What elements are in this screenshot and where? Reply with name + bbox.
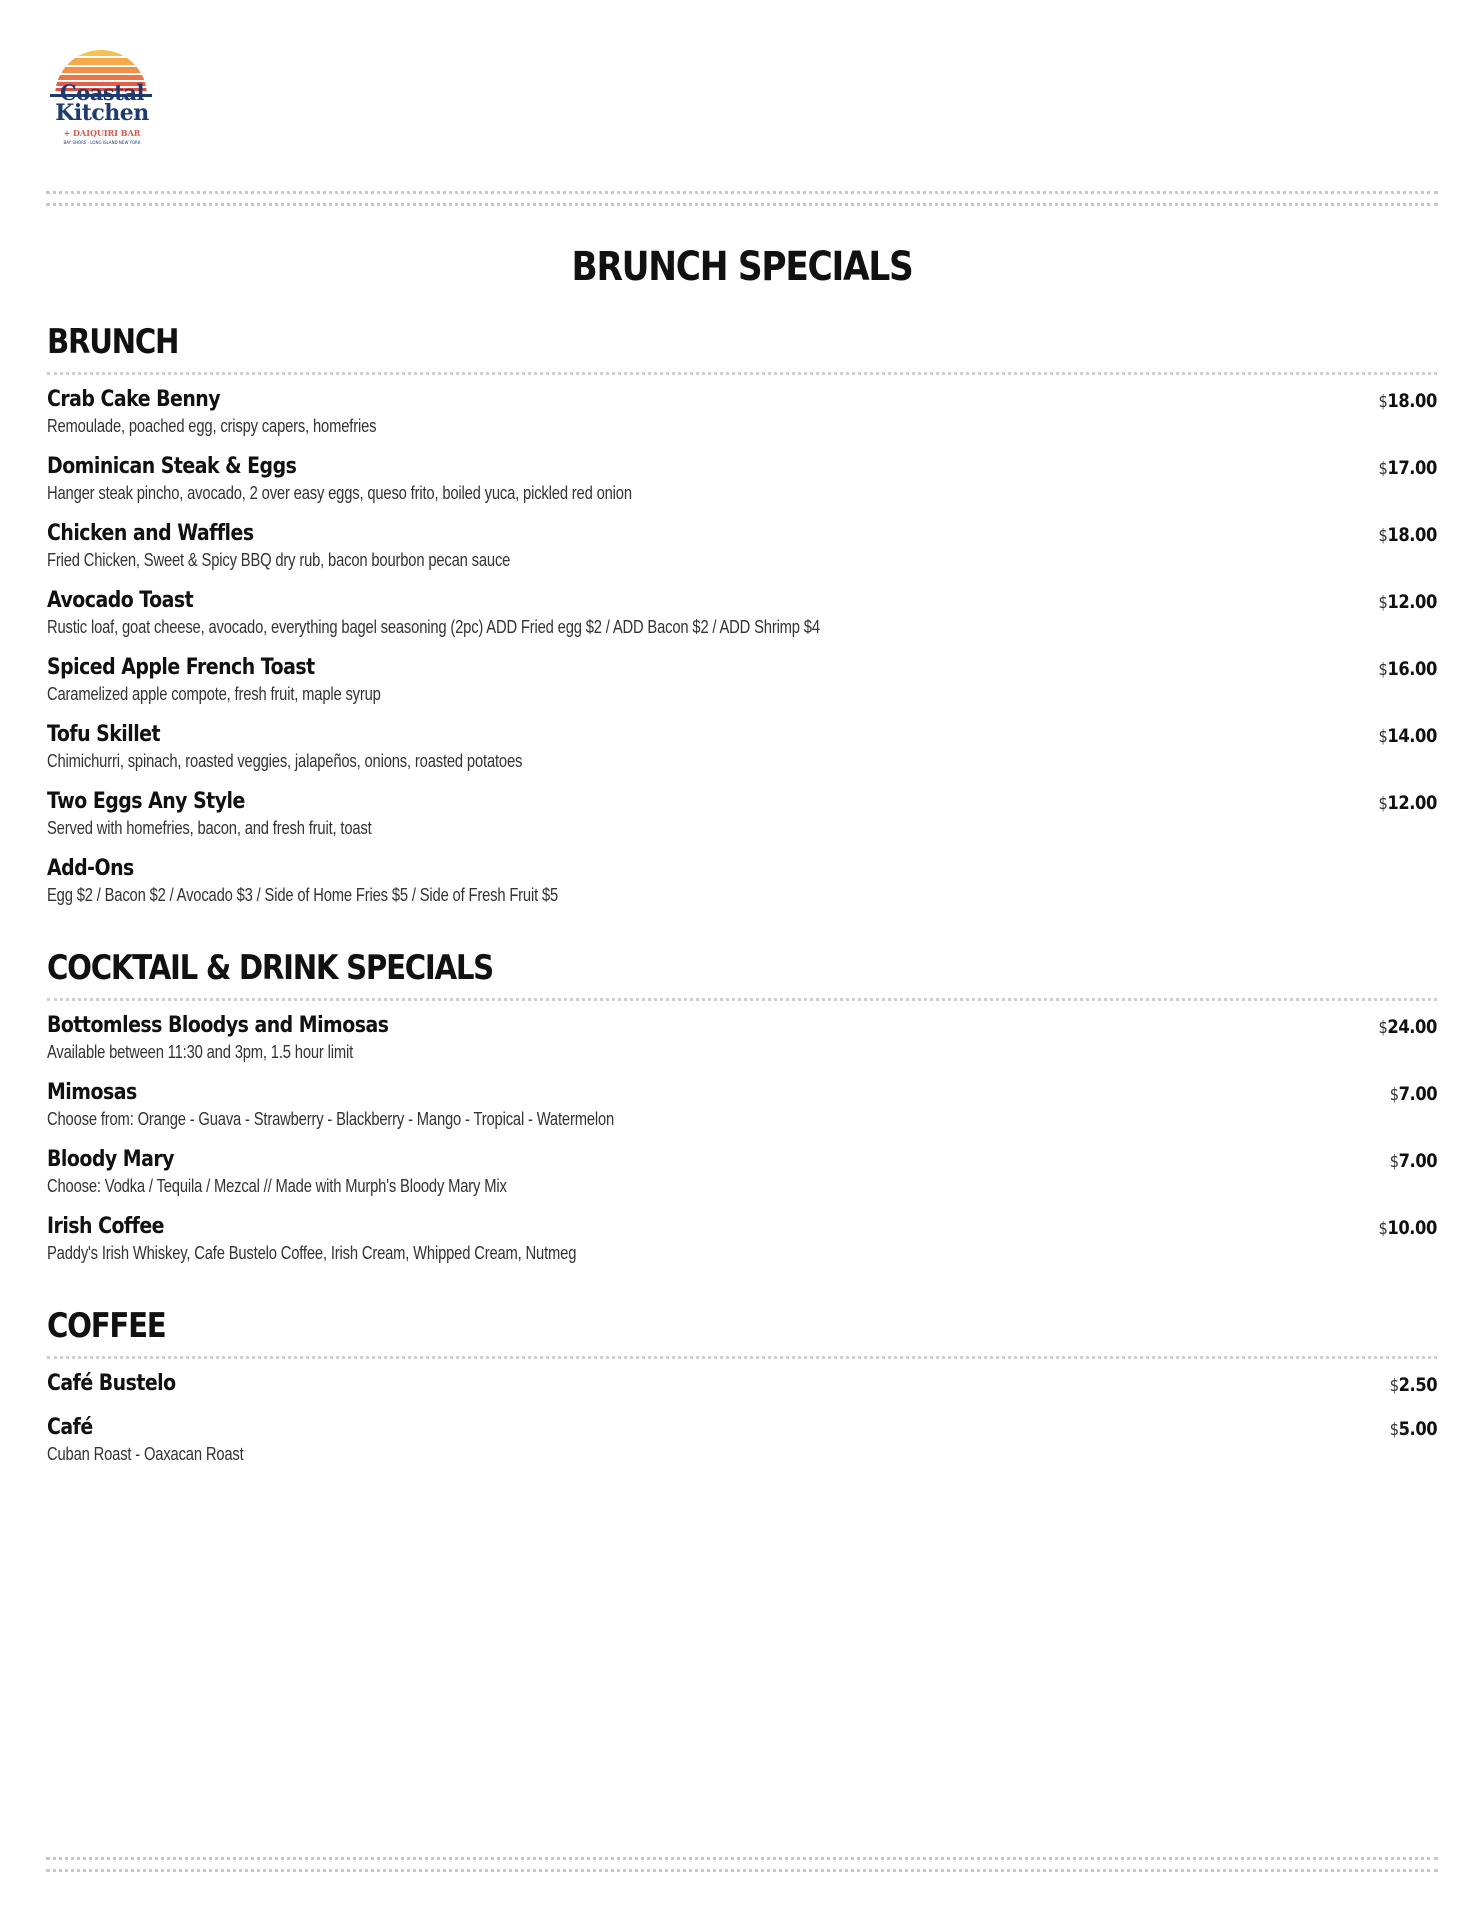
menu-item (47, 787, 1437, 841)
price-value: 17.00 (1387, 457, 1437, 479)
section-title: COCKTAIL & DRINK SPECIALS (47, 948, 493, 988)
item-price (1379, 457, 1437, 479)
price-value: 7.00 (1398, 1150, 1437, 1172)
currency-symbol: $ (1389, 1152, 1399, 1172)
item-description: Remoulade, poached egg, crispy capers, homefries (47, 416, 377, 436)
item-price (1379, 1016, 1437, 1038)
item-price (1390, 1418, 1437, 1440)
item-description: Choose: Vodka / Tequila / Mezcal // Made with Murph's Bloody Mary Mix (47, 1176, 507, 1196)
item-price (1379, 591, 1437, 613)
section-divider (47, 998, 1437, 1001)
item-description: Hanger steak pincho, avocado, 2 over easy eggs, queso frito, boiled yuca, pickled red onion (47, 483, 632, 503)
currency-symbol: $ (1378, 526, 1388, 546)
price-value: 7.00 (1398, 1083, 1437, 1105)
logo-location: BAY SHORE · LONG ISLAND NEW YORK (63, 140, 141, 145)
item-name: Dominican Steak & Eggs (47, 454, 297, 479)
currency-symbol: $ (1378, 727, 1388, 747)
menu-content (47, 320, 1437, 1505)
menu-item (47, 1413, 1437, 1467)
section-divider (47, 1356, 1437, 1359)
logo-name-line-2: Kitchen (55, 100, 149, 126)
menu-item (47, 1369, 1437, 1403)
price-value: 14.00 (1387, 725, 1437, 747)
item-name: Spiced Apple French Toast (47, 655, 315, 680)
price-value: 18.00 (1387, 390, 1437, 412)
currency-symbol: $ (1378, 794, 1388, 814)
currency-symbol: $ (1378, 1219, 1388, 1239)
item-description: Served with homefries, bacon, and fresh fruit, toast (47, 818, 372, 838)
currency-symbol: $ (1378, 593, 1388, 613)
coastal-kitchen-logo[interactable] (46, 44, 156, 154)
item-price (1379, 792, 1437, 814)
item-description: Egg $2 / Bacon $2 / Avocado $3 / Side of Home Fries $5 / Side of Fresh Fruit $5 (47, 885, 559, 905)
price-value: 2.50 (1398, 1374, 1437, 1396)
page-title: BRUNCH SPECIALS (571, 244, 913, 290)
item-name: Irish Coffee (47, 1214, 165, 1239)
item-description: Paddy's Irish Whiskey, Cafe Bustelo Coffee, Irish Cream, Whipped Cream, Nutmeg (47, 1243, 577, 1263)
header-divider (46, 191, 1438, 206)
menu-item (47, 586, 1437, 640)
item-price (1390, 1374, 1437, 1396)
item-price (1390, 1083, 1437, 1105)
price-value: 12.00 (1387, 792, 1437, 814)
logo-subtitle: + DAIQUIRI BAR (63, 128, 141, 138)
menu-item (47, 720, 1437, 774)
menu-item (47, 1011, 1437, 1065)
item-price (1379, 725, 1437, 747)
item-description: Cuban Roast - Oaxacan Roast (47, 1444, 244, 1464)
section-divider (47, 372, 1437, 375)
section-title: COFFEE (47, 1306, 166, 1346)
item-name: Add-Ons (47, 856, 134, 881)
item-name: Café Bustelo (47, 1371, 176, 1396)
price-value: 10.00 (1387, 1217, 1437, 1239)
item-name: Chicken and Waffles (47, 521, 254, 546)
item-description: Rustic loaf, goat cheese, avocado, everything bagel seasoning (2pc) ADD Fried egg $2 / ADD Bacon $2 / ADD Shrimp $4 (47, 617, 820, 637)
footer-divider (46, 1857, 1438, 1872)
item-description: Fried Chicken, Sweet & Spicy BBQ dry rub, bacon bourbon pecan sauce (47, 550, 511, 570)
item-price (1379, 1217, 1437, 1239)
menu-section (47, 946, 1437, 1266)
logo-name-line-1: Coastal (60, 80, 144, 105)
item-price (1379, 658, 1437, 680)
price-value: 5.00 (1398, 1418, 1437, 1440)
item-name: Bloody Mary (47, 1147, 174, 1172)
item-name: Avocado Toast (47, 588, 194, 613)
currency-symbol: $ (1389, 1420, 1399, 1440)
menu-item (47, 1078, 1437, 1132)
menu-item (47, 452, 1437, 506)
item-price (1390, 1150, 1437, 1172)
price-value: 18.00 (1387, 524, 1437, 546)
menu-section (47, 320, 1437, 908)
item-name: Mimosas (47, 1080, 137, 1105)
item-name: Bottomless Bloodys and Mimosas (47, 1013, 389, 1038)
item-description: Choose from: Orange - Guava - Strawberry - Blackberry - Mango - Tropical - Watermelon (47, 1109, 615, 1129)
menu-item (47, 385, 1437, 439)
item-price (1379, 524, 1437, 546)
currency-symbol: $ (1378, 392, 1388, 412)
menu-item (47, 1212, 1437, 1266)
item-name: Café (47, 1415, 93, 1440)
menu-item (47, 854, 1437, 908)
currency-symbol: $ (1389, 1376, 1399, 1396)
currency-symbol: $ (1378, 1018, 1388, 1038)
item-name: Tofu Skillet (47, 722, 161, 747)
currency-symbol: $ (1378, 459, 1388, 479)
menu-item (47, 1145, 1437, 1199)
price-value: 12.00 (1387, 591, 1437, 613)
menu-section (47, 1304, 1437, 1467)
section-title: BRUNCH (47, 322, 179, 362)
item-description: Caramelized apple compote, fresh fruit, maple syrup (47, 684, 381, 704)
item-price (1379, 390, 1437, 412)
item-description: Available between 11:30 and 3pm, 1.5 hour limit (47, 1042, 354, 1062)
item-name: Crab Cake Benny (47, 387, 221, 412)
price-value: 24.00 (1387, 1016, 1437, 1038)
currency-symbol: $ (1389, 1085, 1399, 1105)
item-description: Chimichurri, spinach, roasted veggies, jalapeños, onions, roasted potatoes (47, 751, 523, 771)
menu-item (47, 519, 1437, 573)
menu-item (47, 653, 1437, 707)
currency-symbol: $ (1378, 660, 1388, 680)
item-name: Two Eggs Any Style (47, 789, 245, 814)
price-value: 16.00 (1387, 658, 1437, 680)
